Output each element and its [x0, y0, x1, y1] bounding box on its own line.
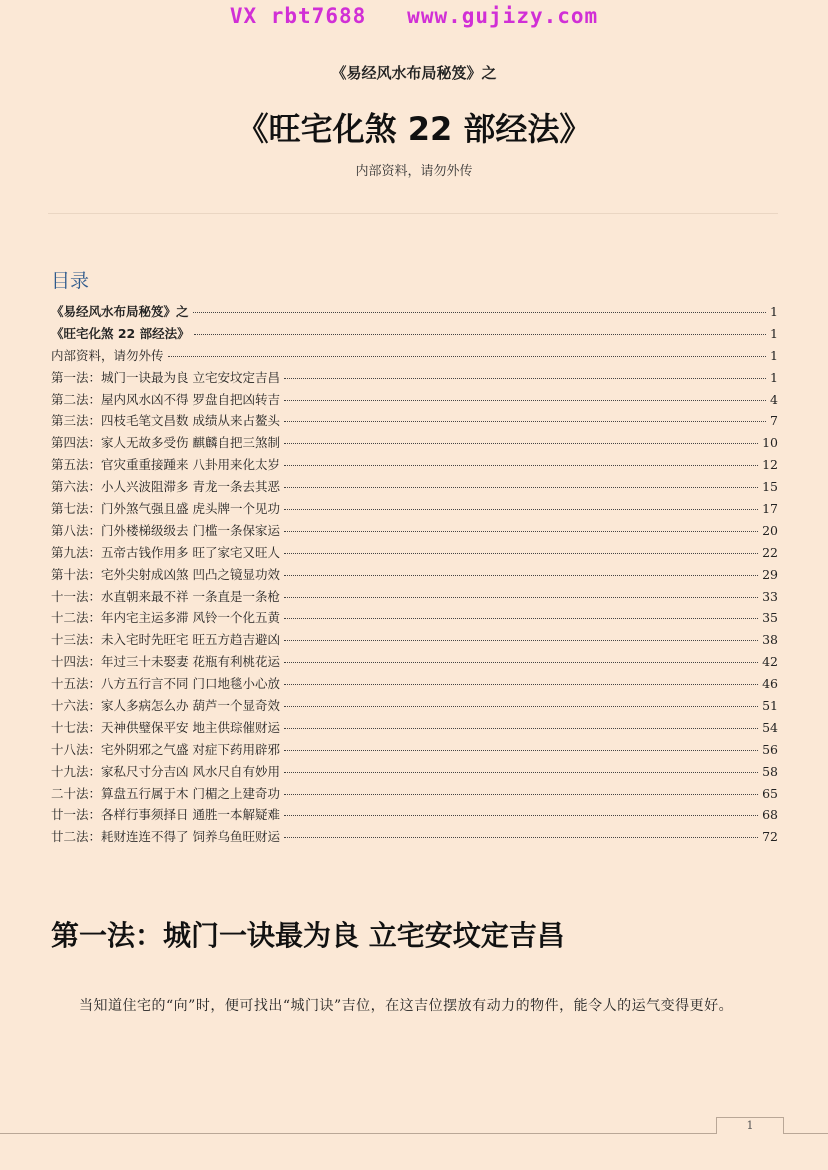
- toc-dot-leader: [284, 531, 758, 532]
- toc-entry[interactable]: [51, 674, 778, 696]
- toc-entry-page: 15: [762, 479, 778, 495]
- toc-dot-leader: [284, 815, 758, 816]
- table-of-contents: [51, 302, 778, 849]
- toc-dot-leader: [193, 312, 767, 313]
- toc-dot-leader: [284, 575, 758, 576]
- toc-entry-page: 35: [762, 610, 778, 626]
- toc-entry-title: 十六法：家人多病怎么办 葫芦一个显奇效: [51, 698, 280, 714]
- toc-dot-leader: [284, 772, 758, 773]
- toc-entry-title: 十四法：年过三十未娶妻 花瓶有利桃花运: [51, 654, 280, 670]
- toc-entry-page: 46: [762, 676, 778, 692]
- toc-entry[interactable]: [51, 521, 778, 543]
- toc-entry-title: 《旺宅化煞 22 部经法》: [51, 325, 190, 341]
- toc-dot-leader: [168, 356, 767, 357]
- toc-entry-title: 第十法：宅外尖射成凶煞 凹凸之镜显功效: [51, 566, 280, 582]
- toc-entry-title: 十五法：八方五行言不同 门口地毯小心放: [51, 676, 280, 692]
- toc-dot-leader: [284, 443, 758, 444]
- toc-entry[interactable]: [51, 718, 778, 740]
- toc-dot-leader: [284, 684, 758, 685]
- toc-dot-leader: [284, 618, 758, 619]
- toc-entry-title: 第九法：五帝古钱作用多 旺了家宅又旺人: [51, 544, 280, 560]
- toc-entry[interactable]: [51, 324, 778, 346]
- toc-dot-leader: [194, 334, 766, 335]
- toc-dot-leader: [284, 487, 758, 488]
- toc-dot-leader: [284, 837, 758, 838]
- header-divider: [48, 213, 778, 214]
- document-subtitle: 《易经风水布局秘笈》之: [331, 64, 497, 82]
- section-paragraph: 当知道住宅的“向”时，便可找出“城门诀”吉位，在这吉位摆放有动力的物件，能令人的运气变得更好。: [79, 998, 734, 1014]
- confidential-note: 内部资料，请勿外传: [355, 164, 473, 179]
- toc-entry-page: 68: [762, 807, 778, 823]
- toc-entry-title: 廿一法：各样行事须择日 通胜一本解疑难: [51, 807, 280, 823]
- toc-entry[interactable]: [51, 543, 778, 565]
- toc-dot-leader: [284, 509, 758, 510]
- toc-entry-page: 1: [770, 347, 778, 363]
- toc-entry[interactable]: [51, 390, 778, 412]
- toc-entry-title: 十八法：宅外阴邪之气盛 对症下药用辟邪: [51, 741, 280, 757]
- toc-entry-page: 54: [762, 719, 778, 735]
- toc-entry-page: 56: [762, 741, 778, 757]
- toc-entry-page: 22: [762, 544, 778, 560]
- toc-dot-leader: [284, 706, 758, 707]
- toc-entry-title: 第七法：门外煞气强且盛 虎头牌一个见功: [51, 501, 280, 517]
- toc-entry-page: 10: [762, 435, 778, 451]
- section-heading: 第一法：城门一诀最为良 立宅安坟定吉昌: [51, 919, 565, 952]
- toc-entry-title: 第四法：家人无故多受伤 麒麟自把三煞制: [51, 435, 280, 451]
- toc-entry-title: 第二法：屋内风水凶不得 罗盘自把凶转吉: [51, 391, 280, 407]
- toc-entry-page: 1: [770, 325, 778, 341]
- toc-entry[interactable]: [51, 696, 778, 718]
- toc-heading: 目录: [51, 270, 90, 292]
- toc-entry-title: 内部资料，请勿外传: [51, 347, 164, 363]
- toc-entry-title: 十九法：家私尺寸分吉凶 风水尺自有妙用: [51, 763, 280, 779]
- toc-dot-leader: [284, 553, 758, 554]
- toc-entry[interactable]: [51, 740, 778, 762]
- toc-entry-title: 第八法：门外楼梯级级去 门槛一条保家运: [51, 522, 280, 538]
- toc-entry-title: 十二法：年内宅主运多滞 风铃一个化五黄: [51, 610, 280, 626]
- toc-entry-page: 12: [762, 457, 778, 473]
- toc-entry-page: 7: [770, 413, 778, 429]
- toc-entry-page: 1: [770, 304, 778, 319]
- toc-entry-page: 4: [770, 391, 778, 407]
- toc-entry-page: 20: [762, 522, 778, 538]
- toc-dot-leader: [284, 421, 766, 422]
- toc-dot-leader: [284, 400, 766, 401]
- toc-dot-leader: [284, 794, 758, 795]
- document-title: 《旺宅化煞 22 部经法》: [236, 110, 592, 148]
- watermark-text: VX rbt7688 www.gujizy.com: [229, 4, 599, 28]
- toc-entry[interactable]: [51, 762, 778, 784]
- toc-entry[interactable]: [51, 477, 778, 499]
- toc-dot-leader: [284, 640, 758, 641]
- toc-entry[interactable]: [51, 368, 778, 390]
- page-number: 1: [716, 1117, 784, 1134]
- toc-dot-leader: [284, 465, 758, 466]
- toc-entry-page: 1: [770, 369, 778, 385]
- toc-entry-title: 廿二法：耗财连连不得了 饲养乌鱼旺财运: [51, 829, 280, 845]
- toc-entry-page: 72: [762, 829, 778, 845]
- toc-entry-page: 38: [762, 632, 778, 648]
- toc-entry[interactable]: [51, 565, 778, 587]
- toc-entry[interactable]: [51, 805, 778, 827]
- toc-entry-title: 十七法：天神供璧保平安 地主供琮催财运: [51, 719, 280, 735]
- toc-entry-page: 51: [762, 698, 778, 714]
- footer-divider: [0, 1133, 828, 1134]
- toc-entry-title: 第五法：官灾重重接踵来 八卦用来化太岁: [51, 457, 280, 473]
- toc-dot-leader: [284, 750, 758, 751]
- toc-entry-page: 17: [762, 501, 778, 517]
- toc-entry-title: 第一法：城门一诀最为良 立宅安坟定吉昌: [51, 369, 280, 385]
- toc-entry[interactable]: [51, 608, 778, 630]
- toc-entry-title: 《易经风水布局秘笈》之: [51, 304, 189, 319]
- toc-entry-title: 第六法：小人兴波阻滞多 青龙一条去其恶: [51, 479, 280, 495]
- toc-dot-leader: [284, 662, 758, 663]
- toc-dot-leader: [284, 728, 758, 729]
- toc-entry-page: 29: [762, 566, 778, 582]
- toc-entry[interactable]: [51, 346, 778, 368]
- toc-entry-page: 65: [762, 785, 778, 801]
- toc-entry-title: 十一法：水直朝来最不祥 一条直是一条枪: [51, 588, 280, 604]
- toc-entry-page: 42: [762, 654, 778, 670]
- toc-entry[interactable]: [51, 411, 778, 433]
- toc-entry-page: 58: [762, 763, 778, 779]
- toc-entry[interactable]: [51, 630, 778, 652]
- toc-entry-title: 二十法：算盘五行属于木 门楣之上建奇功: [51, 785, 280, 801]
- toc-entry-title: 第三法：四枝毛笔文昌数 成绩从来占鳌头: [51, 413, 280, 429]
- toc-entry[interactable]: [51, 587, 778, 609]
- toc-entry[interactable]: [51, 652, 778, 674]
- toc-entry[interactable]: [51, 499, 778, 521]
- toc-entry[interactable]: [51, 827, 778, 849]
- toc-entry[interactable]: [51, 455, 778, 477]
- toc-entry[interactable]: [51, 433, 778, 455]
- toc-entry[interactable]: [51, 302, 778, 324]
- toc-entry-page: 33: [762, 588, 778, 604]
- toc-entry-title: 十三法：未入宅时先旺宅 旺五方趋吉避凶: [51, 632, 280, 648]
- toc-dot-leader: [284, 597, 758, 598]
- toc-entry[interactable]: [51, 784, 778, 806]
- toc-dot-leader: [284, 378, 766, 379]
